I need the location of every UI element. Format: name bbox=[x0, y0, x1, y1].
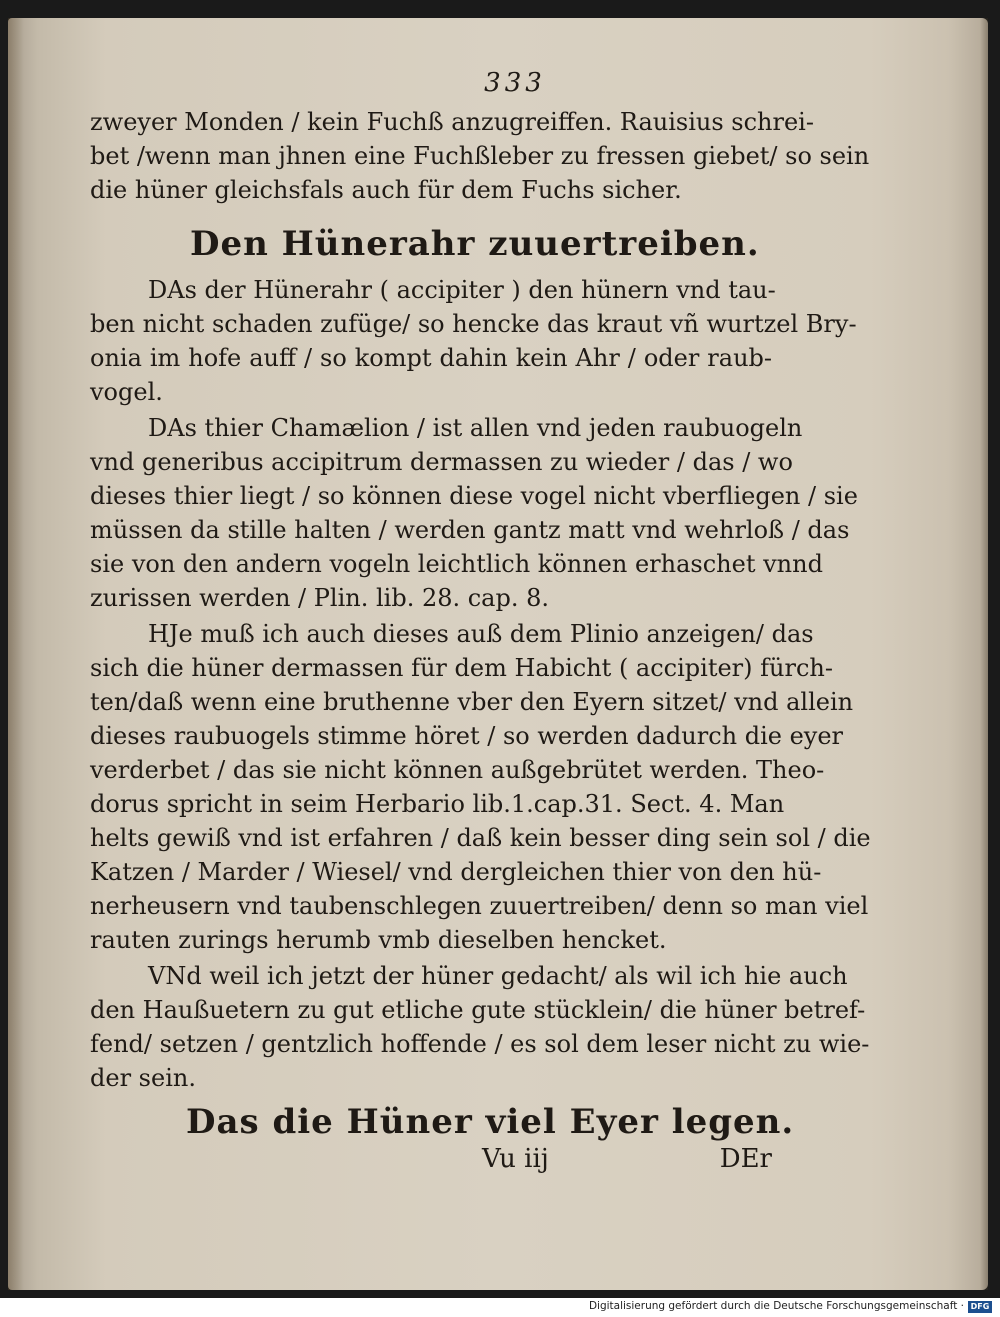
catchword: DEr bbox=[719, 1144, 772, 1174]
text-line: HJe muß ich auch dieses auß dem Plinio anzeigen/ das bbox=[148, 620, 814, 648]
text-line: fend/ setzen / gentzlich hoffende / es sol dem leser nicht zu wie- bbox=[90, 1030, 870, 1058]
text-line: den Haußuetern zu gut etliche gute stücklein/ die hüner betref- bbox=[90, 996, 866, 1024]
dfg-logo-icon: DFG bbox=[968, 1301, 992, 1313]
text-line: Katzen / Marder / Wiesel/ vnd dergleichen thier von den hü- bbox=[90, 858, 822, 886]
text-line: müssen da stille halten / werden gantz matt vnd wehrloß / das bbox=[90, 516, 850, 544]
text-line: VNd weil ich jetzt der hüner gedacht/ als wil ich hie auch bbox=[148, 962, 848, 990]
text-line: dieses thier liegt / so können diese vogel nicht vberfliegen / sie bbox=[90, 482, 858, 510]
section-heading: Den Hünerahr zuuertreiben. bbox=[190, 224, 760, 264]
text-line: vnd generibus accipitrum dermassen zu wieder / das / wo bbox=[90, 448, 793, 476]
text-line: rauten zurings herumb vmb dieselben hencket. bbox=[90, 926, 667, 954]
book-page bbox=[8, 18, 988, 1290]
page-edge-shadow-right bbox=[980, 18, 988, 1290]
text-line: der sein. bbox=[90, 1064, 196, 1092]
text-line: ten/daß wenn eine bruthenne vber den Eyern sitzet/ vnd allein bbox=[90, 688, 854, 716]
text-line: sich die hüner dermassen für dem Habicht ( accipiter) fürch- bbox=[90, 654, 833, 682]
section-heading: Das die Hüner viel Eyer legen. bbox=[186, 1102, 795, 1142]
text-line: verderbet / das sie nicht können außgebrütet werden. Theo- bbox=[90, 756, 825, 784]
text-line: vogel. bbox=[90, 378, 163, 406]
text-line: nerheusern vnd taubenschlegen zuuertreiben/ denn so man viel bbox=[90, 892, 869, 920]
text-line: DAs der Hünerahr ( accipiter ) den hünern vnd tau- bbox=[148, 276, 776, 304]
text-line: zurissen werden / Plin. lib. 28. cap. 8. bbox=[90, 584, 550, 612]
digitization-credit: Digitalisierung gefördert durch die Deutsche Forschungsgemeinschaft · bbox=[588, 1300, 964, 1312]
page-number: 333 bbox=[484, 68, 546, 98]
text-line: onia im hofe auff / so kompt dahin kein Ahr / oder raub- bbox=[90, 344, 772, 372]
signature-mark: Vu iij bbox=[482, 1144, 549, 1174]
text-line: zweyer Monden / kein Fuchß anzugreiffen. Rauisius schrei- bbox=[90, 108, 814, 136]
text-line: dieses raubuogels stimme höret / so werden dadurch die eyer bbox=[90, 722, 844, 750]
page-edge-shadow-left bbox=[8, 18, 24, 1290]
text-line: die hüner gleichsfals auch für dem Fuchs sicher. bbox=[90, 176, 682, 204]
text-line: sie von den andern vogeln leichtlich können erhaschet vnnd bbox=[90, 550, 823, 578]
text-line: helts gewiß vnd ist erfahren / daß kein besser ding sein sol / die bbox=[90, 824, 871, 852]
text-line: ben nicht schaden zufüge/ so hencke das kraut vñ wurtzel Bry- bbox=[90, 310, 857, 338]
text-line: DAs thier Chamælion / ist allen vnd jeden raubuogeln bbox=[148, 414, 803, 442]
text-line: bet /wenn man jhnen eine Fuchßleber zu fressen giebet/ so sein bbox=[90, 142, 870, 170]
text-line: dorus spricht in seim Herbario lib.1.cap.31. Sect. 4. Man bbox=[90, 790, 785, 818]
